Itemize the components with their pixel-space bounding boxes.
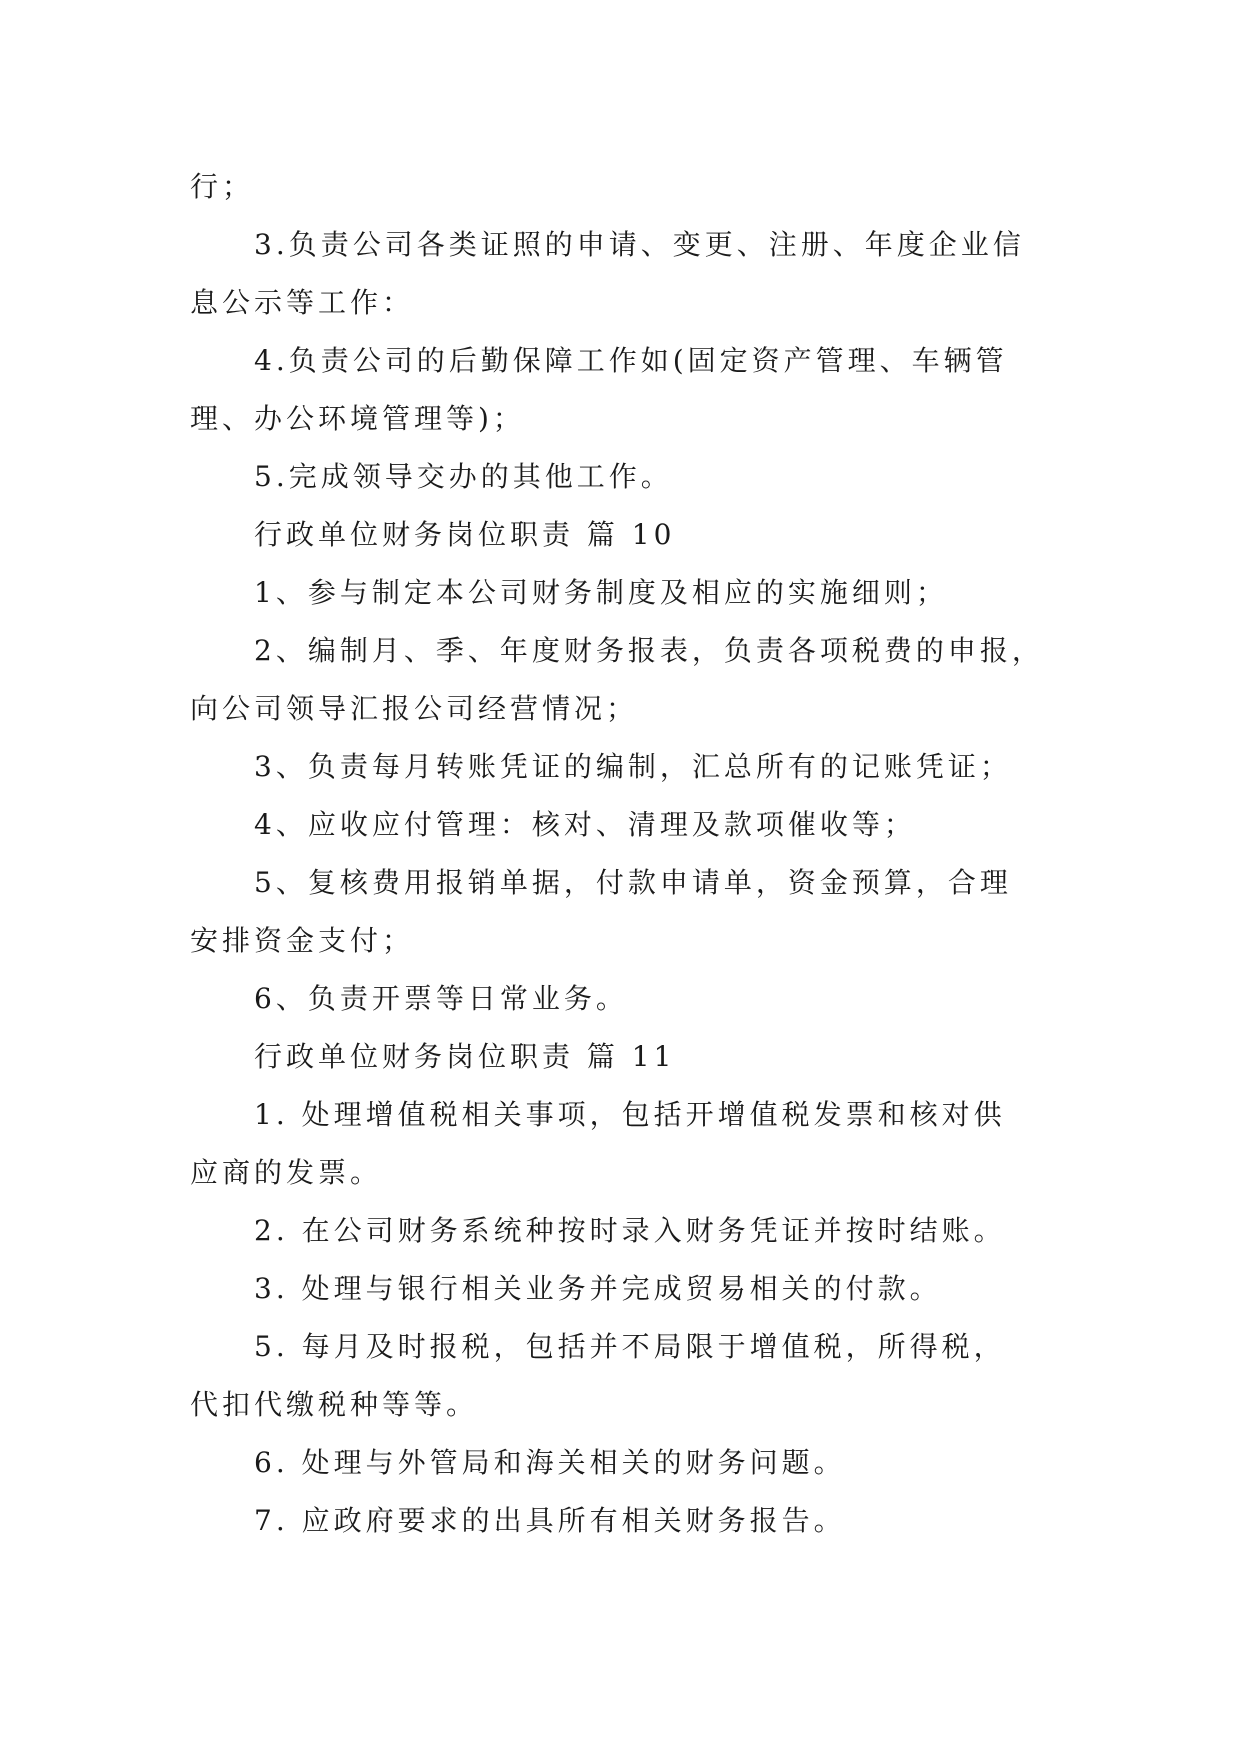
- paragraph-line: 6. 处理与外管局和海关相关的财务问题。: [254, 1446, 846, 1479]
- paragraph-line: 向公司领导汇报公司经营情况；: [190, 692, 639, 725]
- paragraph-line: 息公示等工作：: [190, 286, 415, 319]
- paragraph-line: 1. 处理增值税相关事项，包括开增值税发票和核对供: [254, 1098, 1006, 1131]
- paragraph-line: 代扣代缴税种等等。: [190, 1388, 479, 1421]
- paragraph-line: 4.负责公司的后勤保障工作如(固定资产管理、车辆管: [254, 344, 1008, 377]
- document-body: [190, 158, 1062, 1550]
- paragraph-line: 4、应收应付管理：核对、清理及款项催收等；: [254, 808, 916, 841]
- paragraph-line: 行；: [190, 170, 255, 203]
- paragraph-line: 3、负责每月转账凭证的编制，汇总所有的记账凭证；: [254, 750, 1012, 783]
- paragraph-line: 7. 应政府要求的出具所有相关财务报告。: [254, 1504, 846, 1537]
- paragraph-line: 1、参与制定本公司财务制度及相应的实施细则；: [254, 576, 948, 609]
- paragraph-line: 安排资金支付；: [190, 924, 415, 957]
- section-heading: 行政单位财务岗位职责 篇 11: [254, 1040, 676, 1073]
- paragraph-line: 3. 处理与银行相关业务并完成贸易相关的付款。: [254, 1272, 942, 1305]
- paragraph-line: 5. 每月及时报税，包括并不局限于增值税，所得税，: [254, 1330, 1006, 1363]
- paragraph-line: 3.负责公司各类证照的申请、变更、注册、年度企业信: [254, 228, 1025, 261]
- paragraph-line: 2. 在公司财务系统种按时录入财务凭证并按时结账。: [254, 1214, 1006, 1247]
- section-heading: 行政单位财务岗位职责 篇 10: [254, 518, 676, 551]
- paragraph-line: 5、复核费用报销单据，付款申请单，资金预算，合理: [254, 866, 1012, 899]
- paragraph-line: 应商的发票。: [190, 1156, 383, 1189]
- paragraph-line: 2、编制月、季、年度财务报表，负责各项税费的申报，: [254, 634, 1044, 667]
- paragraph-line: 6、负责开票等日常业务。: [254, 982, 628, 1015]
- paragraph-line: 5.完成领导交办的其他工作。: [254, 460, 673, 493]
- paragraph-line: 理、办公环境管理等)；: [190, 402, 525, 435]
